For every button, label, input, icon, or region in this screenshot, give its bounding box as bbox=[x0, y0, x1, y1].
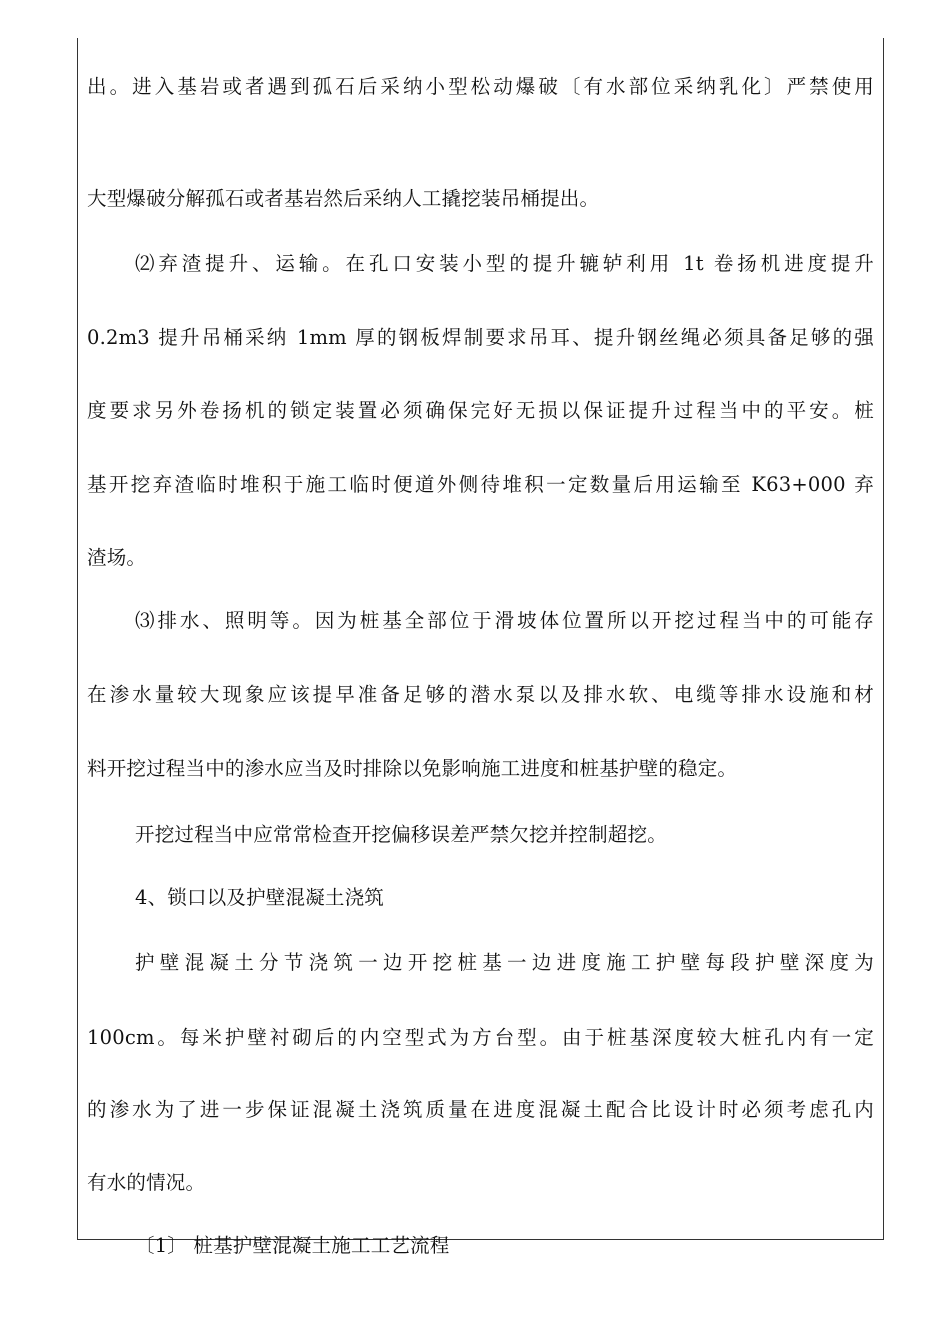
text-line: 0.2m3 提升吊桶采纳 1mm 厚的钢板焊制要求吊耳、提升钢丝绳必须具备足够的强 bbox=[87, 326, 874, 349]
text-line: 出。进入基岩或者遇到孤石后采纳小型松动爆破〔有水部位采纳乳化〕严禁使用 bbox=[87, 75, 874, 98]
text-line: ⑵弃渣提升、运输。在孔口安装小型的提升辘轳利用 1t 卷扬机进度提升 bbox=[135, 252, 874, 275]
sub-heading: 〔1〕 桩基护壁混凝土施工工艺流程 bbox=[135, 1234, 450, 1257]
text-line: 在渗水量较大现象应该提早准备足够的潜水泵以及排水软、电缆等排水设施和材 bbox=[87, 683, 874, 706]
text-line: ⑶排水、照明等。因为桩基全部位于滑坡体位置所以开挖过程当中的可能存 bbox=[135, 609, 874, 632]
text-line: 的渗水为了进一步保证混凝土浇筑质量在进度混凝土配合比设计时必须考虑孔内 bbox=[87, 1098, 874, 1121]
text-line: 有水的情况。 bbox=[87, 1171, 206, 1194]
text-line: 基开挖弃渣临时堆积于施工临时便道外侧待堆积一定数量后用运输至 K63+000 弃 bbox=[87, 473, 874, 496]
text-line: 100cm。每米护壁衬砌后的内空型式为方台型。由于桩基深度较大桩孔内有一定 bbox=[87, 1026, 874, 1049]
document-frame bbox=[77, 38, 884, 1257]
text-line: 护壁混凝土分节浇筑一边开挖桩基一边进度施工护壁每段护壁深度为 bbox=[135, 951, 874, 974]
text-line: 度要求另外卷扬机的锁定装置必须确保完好无损以保证提升过程当中的平安。桩 bbox=[87, 399, 874, 422]
text-line: 大型爆破分解孤石或者基岩然后采纳人工撬挖装吊桶提出。 bbox=[87, 187, 600, 210]
text-line: 渣场。 bbox=[87, 546, 147, 569]
text-line: 开挖过程当中应常常检查开挖偏移误差严禁欠挖并控制超挖。 bbox=[135, 823, 667, 846]
text-line: 料开挖过程当中的渗水应当及时排除以免影响施工进度和桩基护壁的稳定。 bbox=[87, 757, 738, 780]
section-heading: 4、锁口以及护壁混凝土浇筑 bbox=[135, 886, 385, 909]
